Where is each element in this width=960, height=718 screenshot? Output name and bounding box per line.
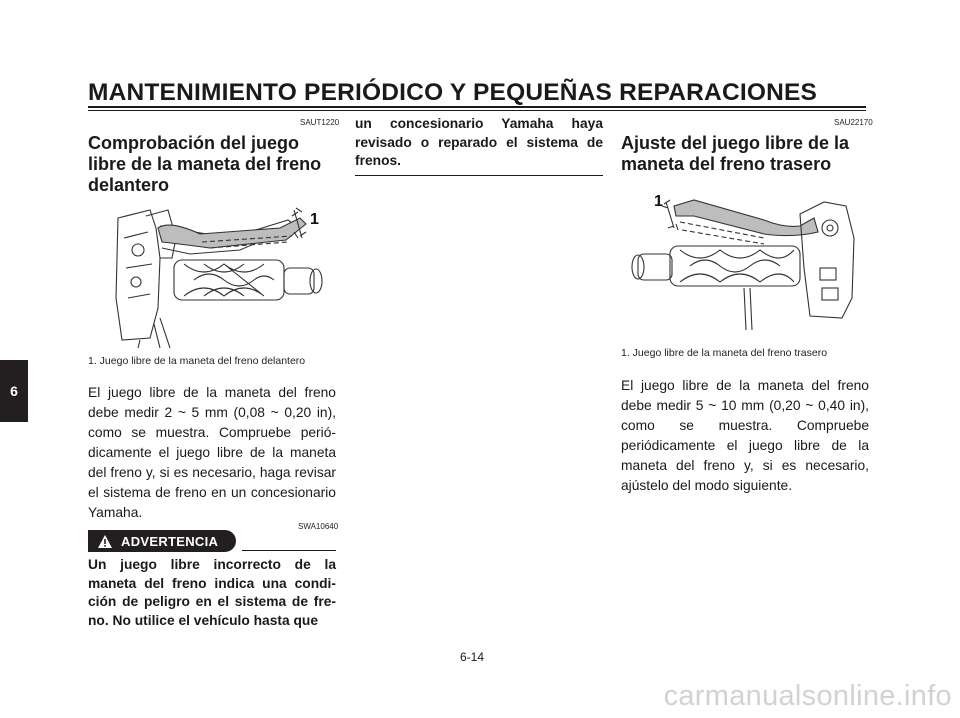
rear-brake-lever-illustration bbox=[624, 188, 860, 333]
front-brake-lever-illustration bbox=[110, 198, 336, 348]
warning-ref-code: SWA10640 bbox=[298, 522, 339, 531]
section-heading-rear-brake: Ajuste del juego libre de la maneta del freno trasero bbox=[621, 133, 850, 174]
page-number: 6-14 bbox=[460, 650, 485, 664]
chapter-title: MANTENIMIENTO PERIÓDICO Y PEQUEÑAS REPARACIONES bbox=[88, 79, 818, 106]
section-ref-code: SAUT1220 bbox=[300, 118, 340, 127]
section-heading-front-brake: Comprobación del juego libre de la maneta del freno delantero bbox=[88, 133, 322, 195]
figure-callout-1: 1 bbox=[310, 211, 319, 228]
figure-callout-1-rear: 1 bbox=[654, 193, 663, 210]
section-ref-code-rear: SAU22170 bbox=[834, 118, 873, 127]
figure-caption-rear: 1. Juego libre de la maneta del freno trasero bbox=[621, 347, 828, 359]
warning-header-rule bbox=[242, 550, 336, 551]
chapter-tab: 6 bbox=[0, 360, 28, 422]
warning-badge bbox=[88, 530, 236, 552]
watermark: carmanualsonline.info bbox=[663, 680, 952, 712]
warning-triangle-icon bbox=[98, 535, 112, 548]
warning-text-part2: un concesionario Yamaha haya revisado o reparado el sistema de frenos. bbox=[355, 116, 603, 168]
warning-end-rule bbox=[355, 175, 603, 176]
header-rule bbox=[88, 106, 866, 108]
body-paragraph-front: El juego libre de la maneta del freno debe medir 2 ~ 5 mm (0,08 ~ 0,20 in), como se muestra. Compruebe periódicamente el juego libre de la maneta del freno y, si es necesario, haga revisar el sistema de freno en un concesionario Yamaha. bbox=[88, 385, 336, 520]
header-rule-thin bbox=[88, 110, 866, 111]
warning-text-part1: Un juego libre incorrecto de la maneta del freno indica una condición de peligro en el sistema de freno. No utilice el vehículo hasta que bbox=[88, 557, 336, 628]
body-paragraph-rear: El juego libre de la maneta del freno debe medir 5 ~ 10 mm (0,20 ~ 0,40 in), como se muestra. Compruebe periódicamente el juego libre de la maneta del freno y, si es necesario, ajústelo del modo siguiente. bbox=[621, 378, 869, 493]
warning-label: ADVERTENCIA bbox=[121, 533, 219, 549]
figure-caption-front: 1. Juego libre de la maneta del freno delantero bbox=[88, 355, 306, 367]
